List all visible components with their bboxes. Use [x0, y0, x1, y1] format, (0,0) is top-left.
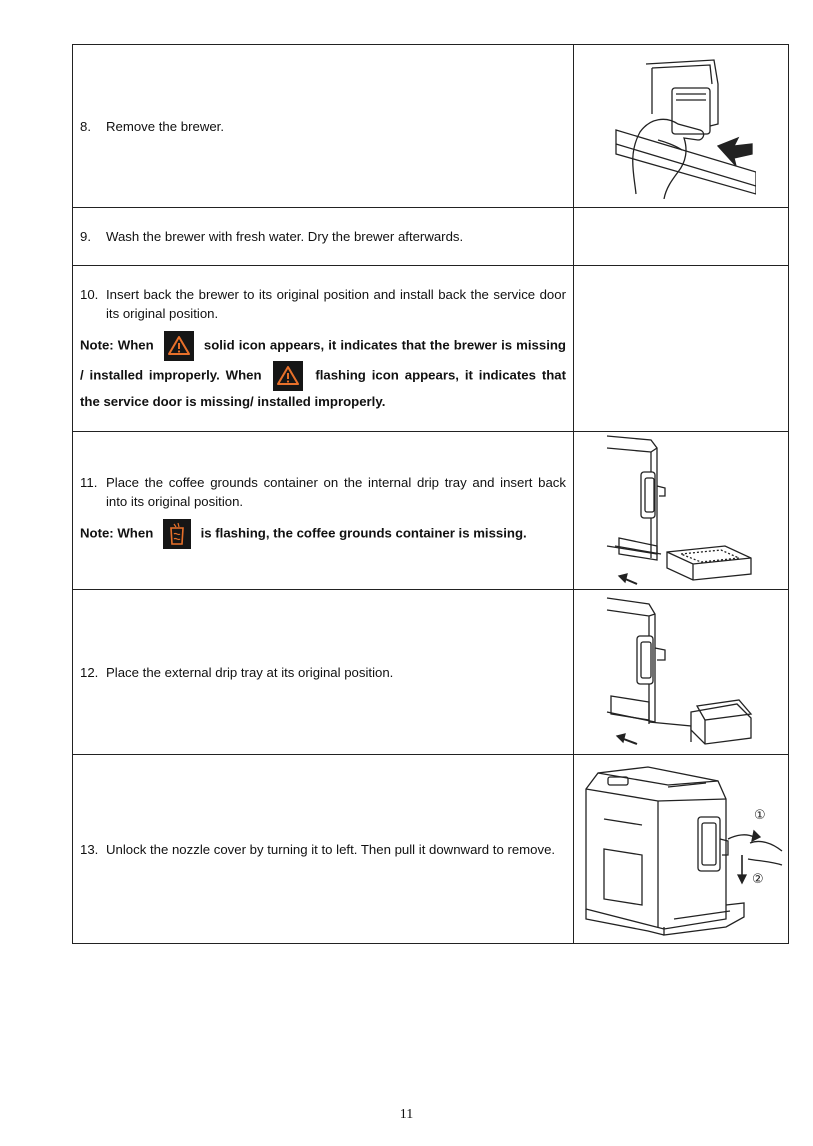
note-grounds-container — [80, 519, 566, 549]
note-text: Note: When — [80, 524, 154, 540]
note-text: is flashing, the coffee grounds container is missing. — [200, 524, 527, 540]
removing-nozzle-cover-illustration — [578, 759, 784, 939]
step-text-cell — [73, 266, 574, 432]
step-text: Place the external drip tray at its original position. — [106, 664, 394, 680]
hand-removing-brewer-illustration — [606, 54, 756, 199]
warning-triangle-icon — [273, 361, 303, 391]
note-text: Note: When — [80, 336, 154, 352]
step-row-8 — [73, 45, 789, 208]
step-number: 12. — [80, 664, 99, 680]
note-text: solid icon appears, it indicates that the brewer is missing / installed improperly. When — [80, 336, 566, 382]
step-9 — [80, 227, 566, 246]
step-image-cell — [574, 590, 789, 755]
step-text-cell — [73, 432, 574, 590]
step-11 — [80, 473, 566, 511]
step-text-cell — [73, 755, 574, 944]
step-row-9 — [73, 208, 789, 266]
step-8 — [80, 117, 566, 136]
page-number: 11 — [399, 1107, 414, 1122]
callout-two: ② — [752, 872, 764, 887]
step-text: Place the coffee grounds container on the internal drip tray and insert back into its original position. — [106, 474, 566, 509]
step-text-cell — [73, 208, 574, 266]
step-13 — [80, 840, 566, 859]
step-text: Unlock the nozzle cover by turning it to left. Then pull it downward to remove. — [106, 841, 556, 857]
step-row-12 — [73, 590, 789, 755]
step-number: 9. — [80, 229, 91, 244]
step-row-10 — [73, 266, 789, 432]
warning-triangle-icon — [164, 331, 194, 361]
note-brewer-warning — [80, 331, 566, 413]
step-number: 10. — [80, 286, 99, 302]
step-text-cell — [73, 590, 574, 755]
step-12 — [80, 663, 566, 682]
step-image-cell — [574, 266, 789, 432]
step-image-cell — [574, 432, 789, 590]
step-text-cell — [73, 45, 574, 208]
inserting-drip-tray-illustration — [601, 592, 761, 752]
step-text: Remove the brewer. — [106, 118, 225, 134]
step-10 — [80, 285, 566, 323]
grounds-container-icon — [163, 519, 191, 549]
step-image-cell — [574, 755, 789, 944]
step-row-11 — [73, 432, 789, 590]
step-image-cell — [574, 45, 789, 208]
note-text: flashing icon appears, it indicates that the service door is missing/ installed improperly. — [80, 366, 567, 409]
step-number: 11. — [80, 474, 98, 490]
step-text: Wash the brewer with fresh water. Dry the brewer afterwards. — [106, 229, 464, 244]
step-number: 8. — [80, 118, 91, 134]
step-number: 13. — [80, 841, 99, 857]
step-image-cell — [574, 208, 789, 266]
step-text: Insert back the brewer to its original position and install back the service door its original position. — [106, 286, 566, 321]
step-row-13 — [73, 755, 789, 944]
callout-one: ① — [754, 808, 766, 823]
inserting-grounds-container-illustration — [601, 434, 761, 588]
instruction-table — [72, 44, 789, 944]
